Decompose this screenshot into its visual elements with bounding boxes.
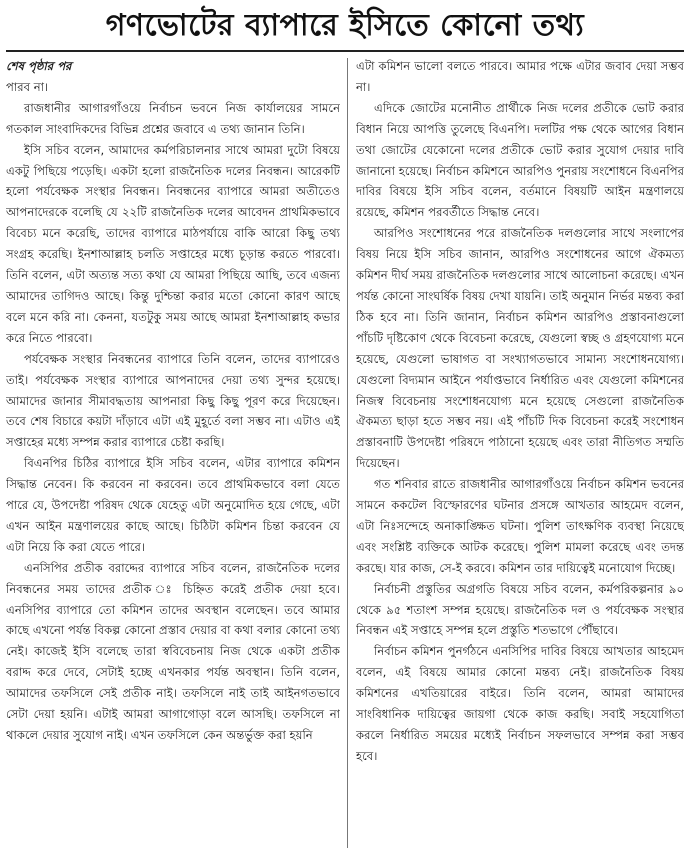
paragraph: পারব না।: [6, 79, 49, 94]
article-column-left: [6, 56, 340, 851]
paragraph: নির্বাচন কমিশন পুনর্গঠনে এনসিপির দাবির বিষয়ে আখতার আহমেদ বলেন, এই বিষয়ে আমার কোনো মন্তব্য নেই। রাজনৈতিক বিষয় কমিশনের এখতিয়ারের বাইরে। তিনি বলেন, আমরা আমাদের সাংবিধানিক দায়িত্বের জায়গা থেকে কাজ করছি। সবাই সহযোগিতা করলে নির্ধারিত সময়ের মধ্যেই নির্বাচন সফলভাবে সম্পন্ন করা সম্ভব হবে।: [356, 644, 684, 763]
paragraph: বিএনপির চিঠির ব্যাপারে ইসি সচিব বলেন, এটার ব্যাপারে কমিশন সিদ্ধান্ত নেবেন। কি করবেন না করবেন। তবে প্রাথমিকভাবে বলা যেতে পারে যে, উপদেষ্টা পরিষদ থেকে যেহেতু এটা অনুমোদিত হয়ে গেছে, এটা এখন আইন মন্ত্রণালয়ের কাছে আছে। চিঠিটা কমিশন চিন্তা করবেন যে এটা নিয়ে কি করা যেতে পারে।: [6, 456, 340, 554]
article-column-right: [356, 56, 684, 851]
headline: গণভোটের ব্যাপারে ইসিতে কোনো তথ্য: [105, 8, 585, 43]
paragraph: এনসিপির প্রতীক বরাদ্দের ব্যাপারে সচিব বলেন, রাজনৈতিক দলের নিবন্ধনের সময় তাদের প্রতীক ঃ চিহ্নিত করেই প্রতীক দেয়া হবে। এনসিপির ব্যাপারে তো কমিশন তাদের অবস্থান বলেছেন। তবে আমার কাছে এখনো পর্যন্ত বিকল্প কোনো প্রস্তাব দেয়ার বা কথা বলার কোনো তথ্য নেই। কাজেই ইসি বলেছে তারা স্ববিবেচনায় নিজ থেকে একটা প্রতীক বরাদ্দ করে দেবে, সেটাই হচ্ছে এখনকার পর্যন্ত অবস্থান। তিনি বলেন, আমাদের তফসিলে সেই প্রতীক নাই। তফসিলে নাই তাই আইনগতভাবে সেটা দেয়া হয়নি। এটাই আমরা আগাগোড়া বলে আসছি। তফসিলে না থাকলে দেয়ার সুযোগ নাই। এখন তফসিলে কেন অন্তর্ভুক্ত করা হয়নি: [6, 560, 340, 742]
column-divider: [347, 58, 348, 848]
paragraph: আরপিও সংশোধনের পরে রাজনৈতিক দলগুলোর সাথে সংলাপের বিষয় নিয়ে ইসি সচিব জানান, আরপিও সংশোধনের আগে ঐকমত্য কমিশন দীর্ঘ সময় রাজনৈতিক দলগুলোর সাথে আলোচনা করেছে। এখন পর্যন্ত কোনো সাংঘর্ষিক বিষয় দেখা যায়নি। তাই অনুমান নির্ভর মন্তব্য করা ঠিক হবে না। তিনি জানান, নির্বাচন কমিশন আরপিও প্রস্তাবনাগুলো পাঁচটি দৃষ্টিকোণ থেকে বিবেচনা করেছে, যেগুলো স্বচ্ছ ও গ্রহণযোগ্য মনে হয়েছে, যেগুলো ভাষাগত বা সংখ্যাগতভাবে সামান্য সংশোধনযোগ্য। যেগুলো বিদ্যমান আইনে পর্যাপ্তভাবে নির্ধারিত এবং যেগুলো কমিশনের নিজস্ব বিবেচনায় সংশোধনযোগ্য মনে হয়েছে সেগুলো রাজনৈতিক ঐকমত্য ছাড়া হতে সম্ভব নয়। এই পাঁচটি দিক বিবেচনা করেই সংশোধন প্রস্তাবনাটি উপদেষ্টা পরিষদে পাঠানো হয়েছে এবং তারা নীতিগত সম্মতি দিয়েছেন।: [356, 226, 684, 471]
paragraph: নির্বাচনী প্রস্তুতির অগ্রগতি বিষয়ে সচিব বলেন, কর্মপরিকল্পনার ৯০ থেকে ৯৫ শতাংশ সম্পন্ন হয়েছে। রাজনৈতিক দল ও পর্যবেক্ষক সংস্থার নিবন্ধন এই সপ্তাহে সম্পন্ন হলে প্রস্তুতি শতভাগে পৌঁছাবে।: [356, 581, 684, 638]
paragraph: পর্যবেক্ষক সংস্থার নিবন্ধনের ব্যাপারে তিনি বলেন, তাদের ব্যাপারেও তাই। পর্যবেক্ষক সংস্থার ব্যাপারে আপনাদের দেয়া তথ্য সুন্দর হয়েছে। আমাদের জানার সীমাবদ্ধতায় আপনারা কিছু কিছু পূরণ করে দিয়েছেন। তবে শেষ বিচারে কয়টা দাঁড়াবে এটা এই মুহূর্তে বলা সম্ভব না। এটাও এই সপ্তাহের মধ্যে সম্পন্ন করার ব্যাপারে চেষ্টা করছি।: [6, 351, 340, 450]
headline-rule: [6, 50, 684, 52]
paragraph: ইসি সচিব বলেন, আমাদের কর্মপরিচালনার সাথে আমরা দুটো বিষয়ে একটু পিছিয়ে পড়েছি। একটা হলো রাজনৈতিক দলের নিবন্ধন। আরেকটি হলো পর্যবেক্ষক সংস্থার নিবন্ধন। নিবন্ধনের ব্যাপারে আমরা অতীতেও আপনাদেরকে বলেছি যে ২২টি রাজনৈতিক দলের আবেদন প্রাথমিকভাবে বিবেচ্য মনে করেছি, তাদের ব্যাপারে মাঠপর্যায়ে বাকি আরো কিছু তথ্য সংগ্রহ করেছি। ইনশাআল্লাহ চলতি সপ্তাহের মধ্যে চূড়ান্ত করতে পারবো। তিনি বলেন, এটা অত্যন্ত সত্য কথা যে আমরা পিছিয়ে আছি, তবে এজন্য আমাদের তাগিদও আছে। কিন্তু দুশ্চিন্তা করার মতো কোনো কারণ আছে বলে মনে করি না। কেননা, যতটুকু সময় আছে আমরা ইনশাআল্লাহ কভার করে নিতে পারবো।: [6, 142, 340, 345]
paragraph: গত শনিবার রাতে রাজধানীর আগারগাঁওয়ে নির্বাচন কমিশন ভবনের সামনে ককটেল বিস্ফোরণের ঘটনার প্রসঙ্গে আখতার আহমেদ বলেন, এটা নিঃসন্দেহে অনাকাঙ্ক্ষিত ঘটনা। পুলিশ তাৎক্ষণিক ব্যবস্থা নিয়েছে এবং সংশ্লিষ্ট ব্যক্তিকে আটক করেছে। পুলিশ মামলা করেছে এবং তদন্ত করছে। যার কাজ, সে-ই করবে। কমিশন তার দায়িত্বেই মনোযোগ দিচ্ছে।: [356, 477, 684, 575]
paragraph: এটা কমিশন ভালো বলতে পারবে। আমার পক্ষে এটার জবাব দেয়া সম্ভব না।: [356, 59, 684, 94]
dateline: শেষ পৃষ্ঠার পর: [6, 59, 72, 73]
paragraph: এদিকে জোটের মনোনীত প্রার্থীকে নিজ দলের প্রতীকে ভোট করার বিধান নিয়ে আপত্তি তুলেছে বিএনপি। দলটির পক্ষ থেকে আগের বিধান তথা জোটের যেকোনো দলের প্রতীকে ভোট করার সুযোগ দেয়ার দাবি জানানো হয়েছে। নির্বাচন কমিশনে আরপিও পুনরায় সংশোধনে বিএনপির দাবির বিষয়ে ইসি সচিব বলেন, বর্তমানে বিষয়টি আইন মন্ত্রণালয়ে রয়েছে, কমিশন পরবর্তীতে সিদ্ধান্ত নেবে।: [356, 100, 684, 220]
paragraph: রাজধানীর আগারগাঁওয়ে নির্বাচন ভবনে নিজ কার্যালয়ের সামনে গতকাল সাংবাদিকদের বিভিন্ন প্রশ্নের জবাবে এ তথ্য জানান তিনি।: [6, 100, 340, 136]
